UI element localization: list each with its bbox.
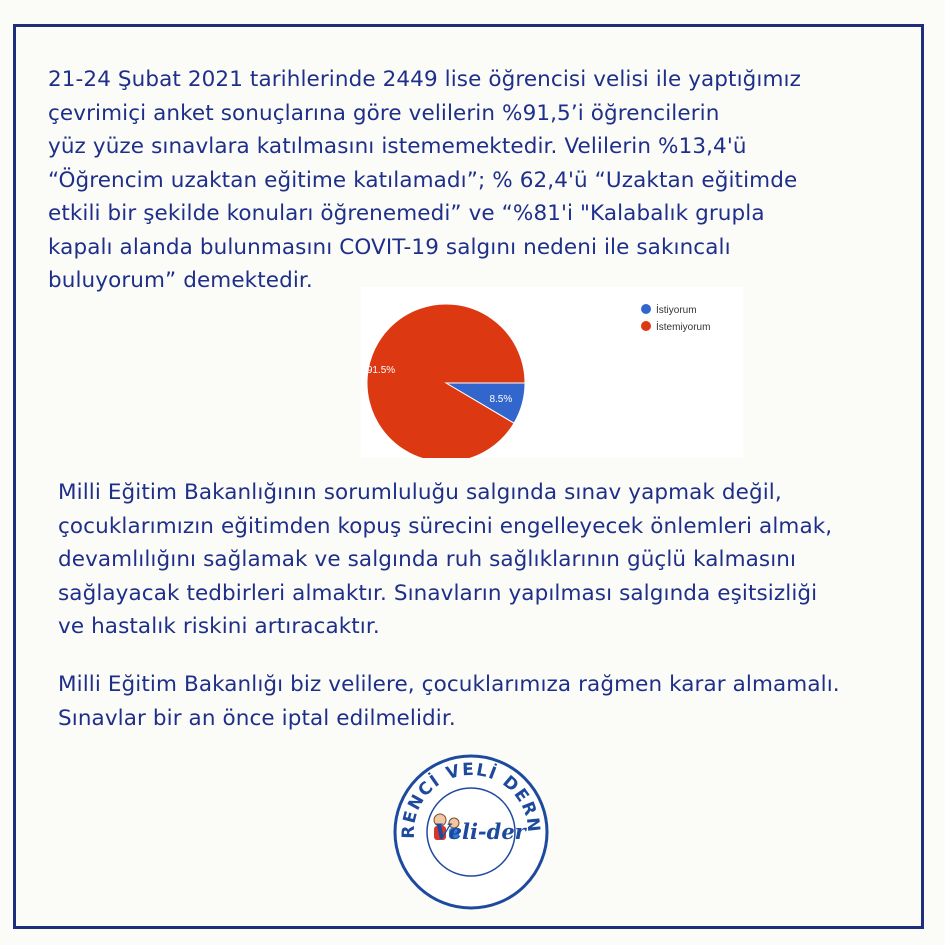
intro-paragraph: 21-24 Şubat 2021 tarihlerinde 2449 lise öğrencisi velisi ile yaptığımız çevrimiçi anket sonuçlarına göre velilerin %91,5’i öğrencilerin yüz yüze sınavlara katılmasını istememektedir. Velilerin %13,4'ü “Öğrencim uzaktan eğitime katılamadı”; % 62,4'ü “Uzaktan eğitimde etkili bir şekilde konuları öğrenemedi” ve “%81'i "Kalabalık grupla kapalı alanda bulunmasını COVIT-19 salgını nedeni ile sakıncalı buluyorum” demektedir. — [48, 67, 801, 293]
association-logo — [392, 753, 550, 911]
ministry-responsibility-paragraph: Milli Eğitim Bakanlığının sorumluluğu salgında sınav yapmak değil, çocuklarımızın eğitimden kopuş sürecini engelleyecek önlemleri almak, devamlılığını sağlamak ve salgında ruh sağlıklarının güçlü kalmasını sağlayacak tedbirleri almaktır. Sınavların yapılması salgında eşitsizliği ve hastalık riskini artıracaktır. — [58, 480, 833, 639]
call-to-action-paragraph: Milli Eğitim Bakanlığı biz velilere, çocuklarımıza rağmen karar almamalı. Sınavlar bir an önce iptal edilmelidir. — [58, 672, 840, 731]
logo-ring-text: RENCİ VELİ DERN — [398, 759, 544, 839]
pie-chart — [361, 287, 743, 458]
legend-swatch-1 — [641, 321, 651, 331]
pie-slice-1 — [367, 304, 525, 458]
pie-chart-panel — [361, 287, 743, 458]
logo-seal — [392, 753, 550, 911]
legend-label-0: İstiyorum — [656, 305, 697, 316]
pie-data-label-0: 8.5% — [489, 394, 513, 406]
legend-label-1: İstemiyorum — [656, 322, 711, 333]
logo-brand-text: Veli-der — [434, 819, 526, 844]
pie-data-label-1: 91.5% — [366, 365, 396, 376]
legend-swatch-0 — [641, 304, 651, 314]
pie-slices — [367, 304, 525, 458]
chart-legend — [641, 303, 710, 333]
